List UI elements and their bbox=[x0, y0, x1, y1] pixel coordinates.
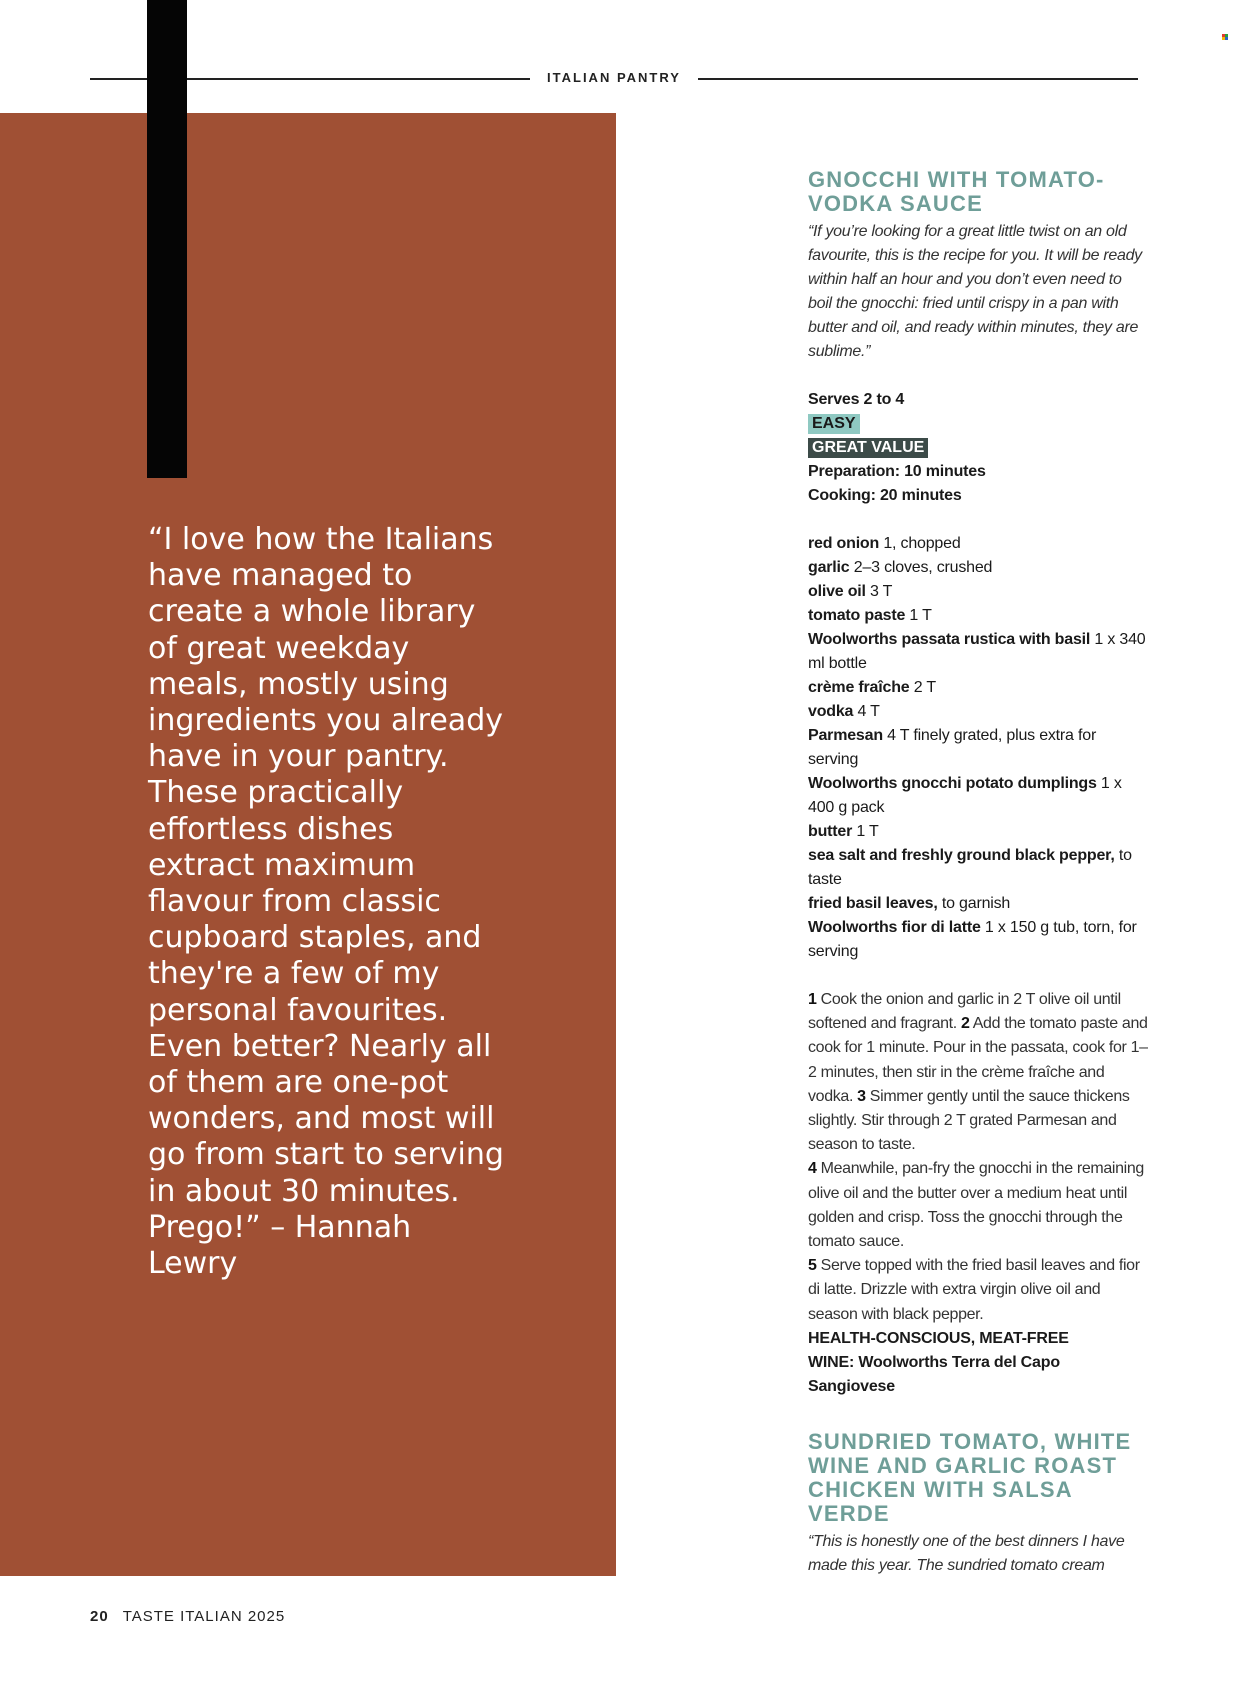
great-value-badge: GREAT VALUE bbox=[808, 438, 928, 458]
recipe-intro: “This is honestly one of the best dinners I have made this year. The sundried tomato cream bbox=[808, 1533, 1125, 1574]
step-number: 3 bbox=[857, 1087, 866, 1105]
wine-pairing: WINE: Woolworths Terra del Capo Sangiovese bbox=[808, 1353, 1060, 1395]
cooking-time: Cooking: 20 minutes bbox=[808, 487, 962, 504]
page-footer bbox=[90, 1608, 285, 1625]
page-number: 20 bbox=[90, 1608, 109, 1625]
recipe-title: GNOCCHI WITH TOMATO-VODKA SAUCE bbox=[808, 167, 1105, 216]
dietary-info: HEALTH-CONSCIOUS, MEAT-FREE bbox=[808, 1329, 1069, 1347]
ingredient-item: Parmesan 4 T finely grated, plus extra for serving bbox=[808, 727, 1097, 768]
step-text: Cook the onion and garlic in 2 T olive oil until softened and fragrant. bbox=[808, 991, 1121, 1033]
step-text: Serve topped with the fried basil leaves and fior di latte. Drizzle with extra virgin olive oil and season with black pepper. bbox=[808, 1257, 1140, 1323]
serves: Serves 2 to 4 bbox=[808, 391, 905, 408]
step-number: 2 bbox=[960, 1015, 970, 1033]
ingredient-item: vodka 4 T bbox=[808, 703, 880, 720]
section-label: ITALIAN PANTRY bbox=[547, 70, 681, 85]
ingredient-item: fried basil leaves, to garnish bbox=[808, 895, 1011, 912]
recipe-intro: “If you’re looking for a great little twist on an old favourite, this is the recipe for you. It will be ready within half an hour and you don’t even need to boil the gnocchi: fried until crispy in a pan with butter and oil, and ready within minutes, they are sublime.” bbox=[808, 223, 1142, 360]
recipe-title: SUNDRIED TOMATO, WHITE WINE AND GARLIC ROAST CHICKEN WITH SALSA VERDE bbox=[808, 1429, 1132, 1526]
pull-quote: “I love how the Italians have managed to create a whole library of great weekday meals, mostly using ingredients you already have in your pantry. These practically effortless dishes extract maximum flavour from classic cupboard staples, and they're a few of my personal favourites. Even better? Nearly all of them are one-pot wonders, and most will go from start to serving in about 30 minutes. Prego!” – Hannah Lewry bbox=[148, 522, 504, 1282]
ingredient-item: olive oil 3 T bbox=[808, 583, 893, 600]
recipe-meta bbox=[808, 388, 1148, 508]
recipe-gnocchi bbox=[808, 168, 1148, 1399]
step-number: 5 bbox=[808, 1257, 817, 1275]
step-text: Add the tomato paste and cook for 1 minute. Pour in the passata, cook for 1–2 minutes, then stir in the crème fraîche and vodka. bbox=[808, 1015, 1148, 1105]
ingredient-item: Woolworths fior di latte 1 x 150 g tub, torn, for serving bbox=[808, 919, 1137, 960]
header-rule-right bbox=[698, 78, 1138, 80]
recipe-roast-chicken bbox=[808, 1430, 1148, 1578]
ingredient-item: Woolworths passata rustica with basil 1 x 340 ml bottle bbox=[808, 631, 1146, 672]
corner-color-mark-icon bbox=[1222, 34, 1229, 41]
easy-badge: EASY bbox=[808, 414, 860, 434]
ingredient-item: tomato paste 1 T bbox=[808, 607, 932, 624]
step-text: Meanwhile, pan-fry the gnocchi in the remaining olive oil and the butter over a medium heat until golden and crisp. Toss the gnocchi through the tomato sauce. bbox=[808, 1160, 1144, 1251]
ingredient-item: crème fraîche 2 T bbox=[808, 679, 936, 696]
decorative-black-bar bbox=[147, 0, 187, 478]
ingredient-item: sea salt and freshly ground black pepper, to taste bbox=[808, 847, 1132, 888]
step-number: 1 bbox=[808, 991, 817, 1008]
preparation-time: Preparation: 10 minutes bbox=[808, 463, 986, 480]
ingredient-item: garlic 2–3 cloves, crushed bbox=[808, 559, 993, 576]
ingredient-item: Woolworths gnocchi potato dumplings 1 x 400 g pack bbox=[808, 775, 1122, 816]
step-text: Simmer gently until the sauce thickens slightly. Stir through 2 T grated Parmesan and season to taste. bbox=[808, 1087, 1130, 1154]
method-text bbox=[808, 988, 1148, 1327]
ingredient-list bbox=[808, 532, 1148, 964]
publication-name: TASTE ITALIAN 2025 bbox=[122, 1608, 286, 1625]
ingredient-item: red onion 1, chopped bbox=[808, 535, 961, 552]
step-number: 4 bbox=[808, 1160, 817, 1178]
ingredient-item: butter 1 T bbox=[808, 823, 879, 840]
